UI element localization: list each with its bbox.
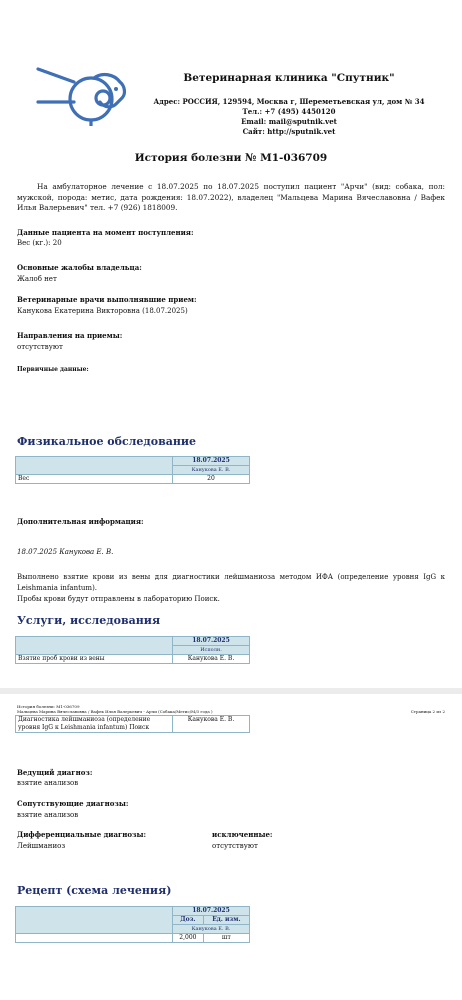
exam-row-label: Вес [16,475,173,484]
additional-text-1: Выполнено взятие крови из вены для диагностики лейшманиоза методом ИФА (определение уровня IgG к Leishmania infantum). [17,573,445,592]
table-cell [16,916,173,925]
primary-data-label: Первичные данные: [17,366,89,373]
complaints-label: Основные жалобы владельца: [17,263,142,272]
clinic-name: Ветеринарная клиника "Спутник" [183,72,395,84]
table-row [16,646,250,655]
patient-data-value: Вес (кг.): 20 [17,239,62,247]
additional-entry-header: 18.07.2025 Канукова Е. В. [17,548,114,556]
clinic-contacts [150,97,428,137]
recipe-date: 18.07.2025 [173,907,250,916]
table-row [16,716,250,733]
lead-diagnosis-value: взятие анализов [17,779,79,787]
service-row-2-name: Диагностика лейшманиоза (определение уровня IgG к Leishmania infantum) Поиск [16,716,173,733]
clinic-email: Email: mail@sputnik.vet [241,117,337,126]
exam-row-value: 20 [173,475,250,484]
document-title: История болезни № М1-036709 [134,152,328,164]
table-row [16,907,250,916]
table-row [16,925,250,934]
page2-header [17,704,213,714]
service-row-1-name: Взятие проб крови из вены [16,655,173,664]
table-cell [16,934,173,943]
referrals-value: отсутствуют [17,343,63,351]
exam-doctor: Канукова Е. В. [173,466,250,475]
page2-header-line1: История болезни: М1-036709 [17,704,80,709]
page-2 [0,694,462,1000]
vets-label: Ветеринарные врачи выполнявшие прием: [17,295,197,304]
services-col-exec: Исполн. [173,646,250,655]
table-row [16,466,250,475]
table-row [16,637,250,646]
table-cell [16,466,173,475]
table-cell [16,457,173,466]
concomitant-diagnosis-value: взятие анализов [17,811,79,819]
lead-diagnosis-label: Ведущий диагноз: [17,768,93,777]
excluded-diagnosis-label: исключенные: [212,830,273,839]
services-table-continued [15,715,250,733]
clinic-site: Сайт: http://sputnik.vet [242,127,336,136]
concomitant-diagnosis-label: Сопутствующие диагнозы: [17,799,129,808]
table-row [16,916,250,925]
recipe-dose: 2,000 [173,934,204,943]
services-heading: Услуги, исследования [17,614,161,627]
additional-info-label: Дополнительная информация: [17,517,144,526]
table-cell [16,907,173,916]
page-number: Страница 2 из 2 [410,709,445,714]
recipe-col-dose: Доз. [173,916,204,925]
excluded-diagnosis-value: отсутствуют [212,842,258,850]
table-cell [16,646,173,655]
clinic-address: Адрес: РОССИЯ, 129594, Москва г, Шереметьевская ул, дом № 34 [153,97,425,106]
complaints-value: Жалоб нет [17,275,57,283]
service-row-1-exec: Канукова Е. В. [173,655,250,664]
exam-date: 18.07.2025 [173,457,250,466]
differential-diagnosis-label: Дифференциальные диагнозы: [17,830,147,839]
patient-data-label: Данные пациента на момент поступления: [17,228,194,237]
recipe-table [15,906,250,943]
table-cell [16,925,173,934]
exam-table [15,456,250,484]
exam-heading: Физикальное обследование [17,435,197,448]
recipe-col-unit: Ед. изм. [203,916,249,925]
satellite-dog-logo-icon [36,64,132,126]
clinic-phone: Тел.: +7 (495) 4450120 [242,107,336,116]
table-row [16,934,250,943]
additional-text-2: Пробы крови будут отправлены в лабораторию Поиск. [17,595,220,603]
service-row-2-exec: Канукова Е. В. [173,716,250,733]
recipe-heading: Рецепт (схема лечения) [17,884,172,897]
recipe-doctor: Канукова Е. В. [173,925,250,934]
services-date: 18.07.2025 [173,637,250,646]
intro-paragraph: На амбулаторное лечение с 18.07.2025 по 18.07.2025 поступил пациент "Арчи" (вид: собака, пол: мужской, порода: метис, дата рождения: 18.07.2022), владелец "Мальцева Марина Вячеславовна / Вафек Илья Валерьевич" тел. +7 (926) 1818009. [17,182,445,212]
table-row [16,655,250,664]
referrals-label: Направления на приемы: [17,331,123,340]
vets-value: Канукова Екатерина Викторовна (18.07.2025) [17,307,188,315]
table-row [16,457,250,466]
differential-diagnosis-value: Лейшманиоз [17,842,66,850]
table-cell [16,637,173,646]
recipe-unit: шт [203,934,249,943]
page2-header-line2: Мальцева Марина Вячеславовна / Вафек Илья Валерьевич - Арчи (Собака/Метис/М/3 года ) [17,709,213,714]
table-row [16,475,250,484]
services-table [15,636,250,664]
